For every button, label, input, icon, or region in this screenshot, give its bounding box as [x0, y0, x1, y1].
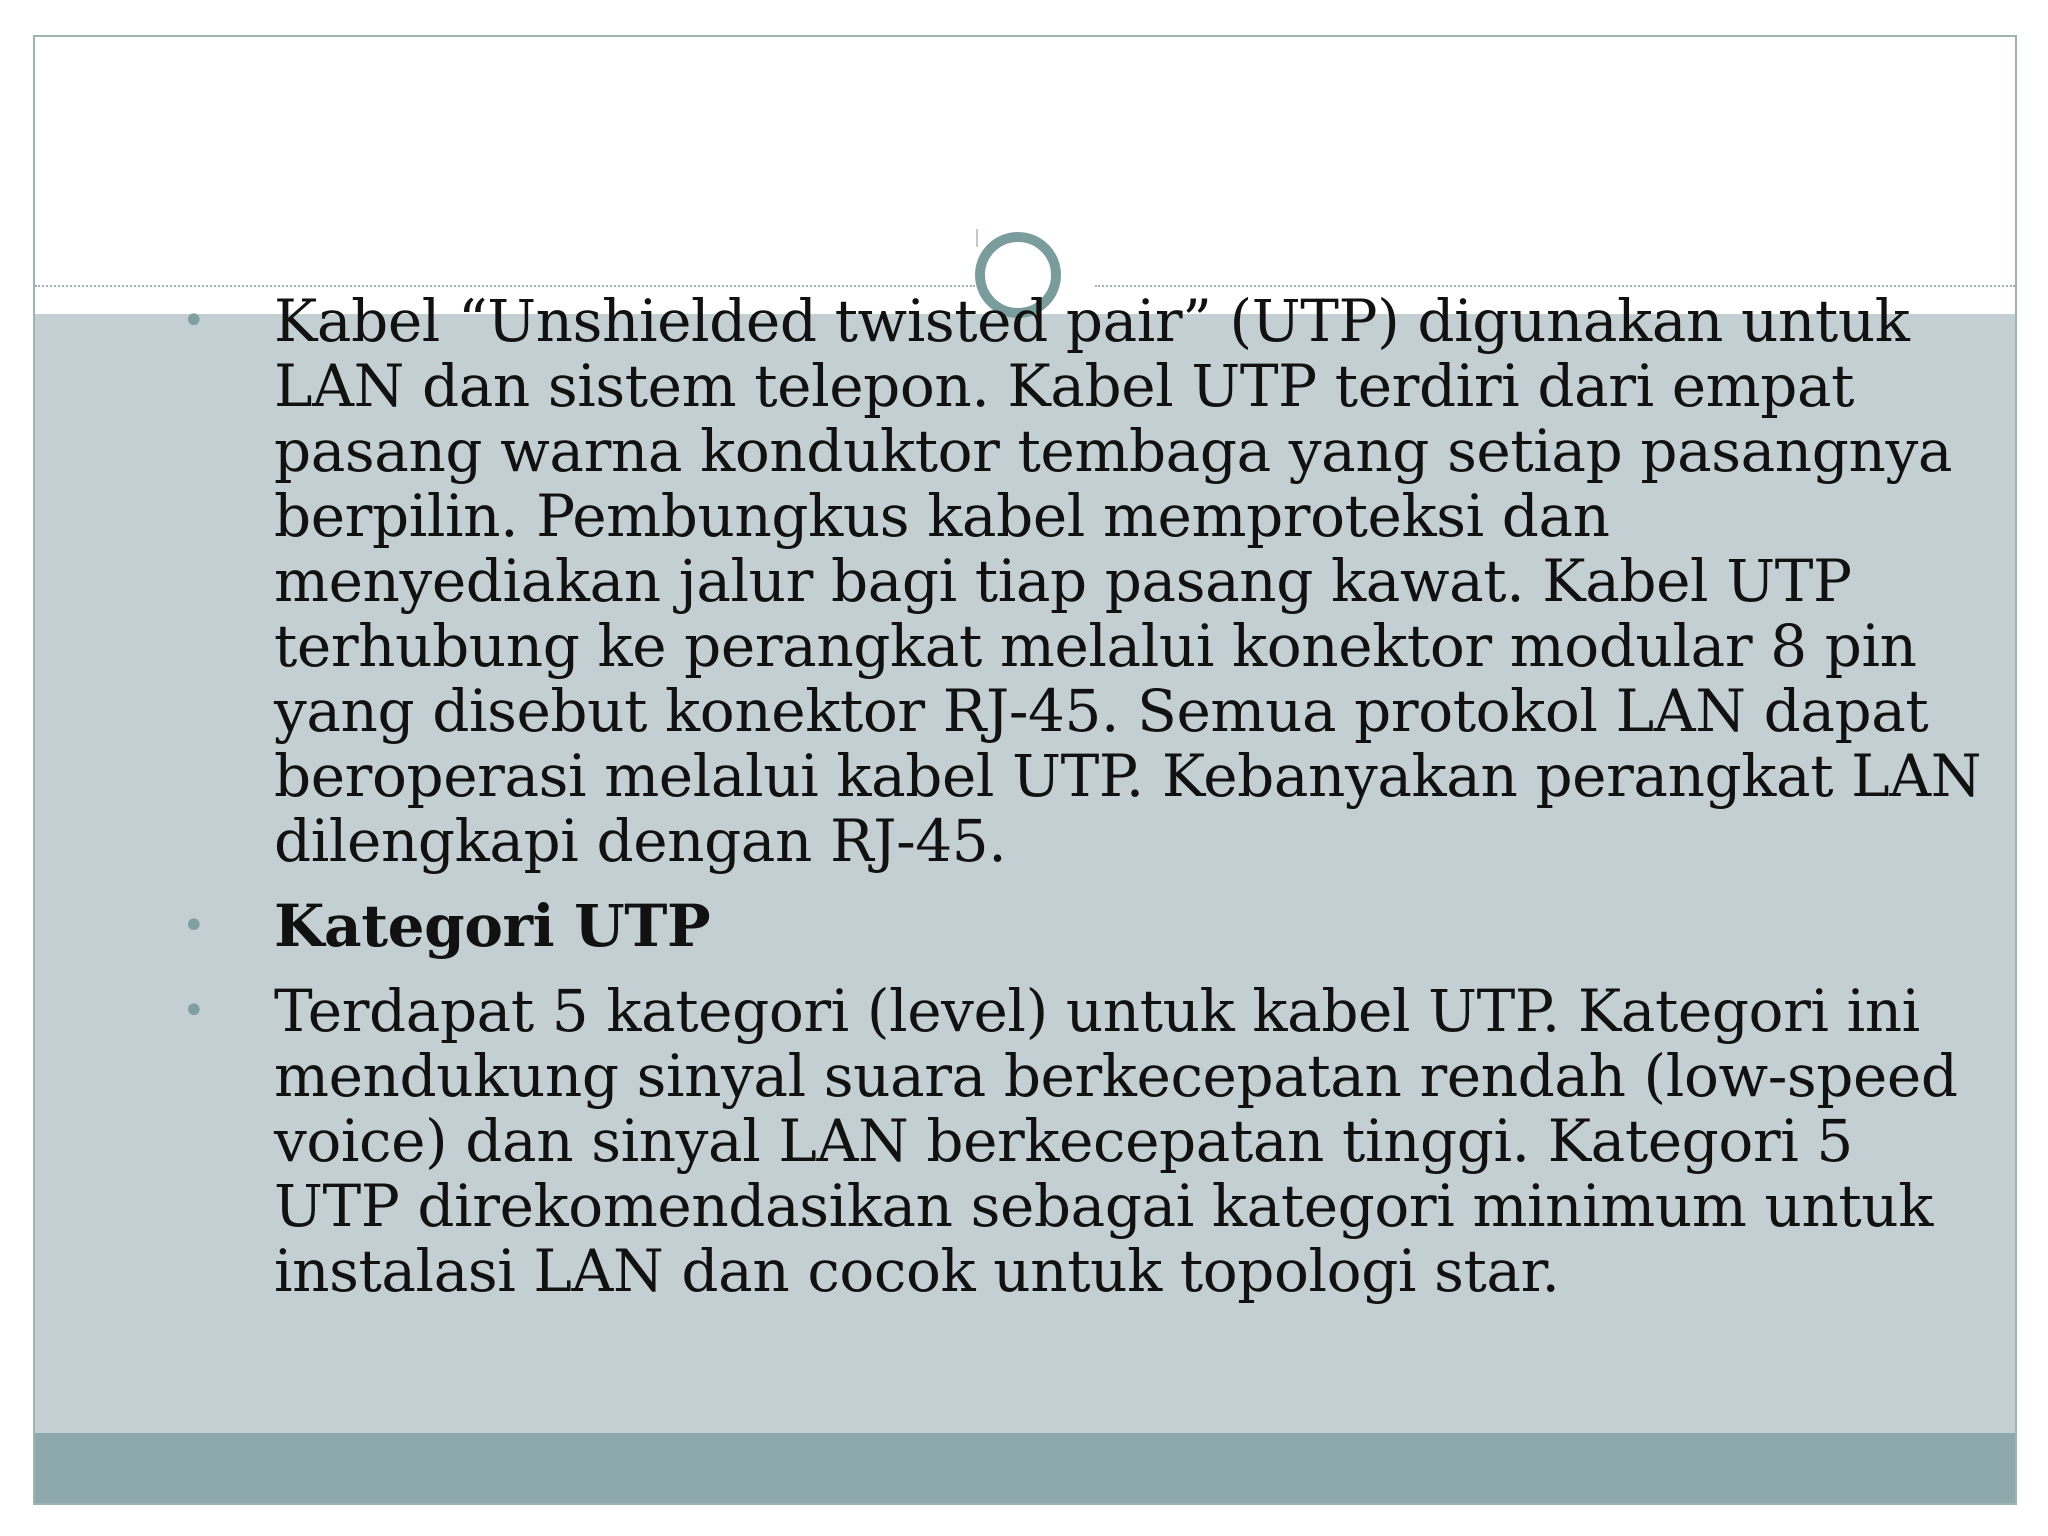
bullet-item-utp-description: [182, 289, 1982, 874]
bullet-icon: •: [182, 298, 206, 344]
bullet-text: Terdapat 5 kategori (level) untuk kabel UTP. Kategori ini mendukung sinyal suara berkecepatan rendah (low-speed voice) dan sinyal LAN berkecepatan tinggi. Kategori 5 UTP direkomendasikan sebagai kategori minimum untuk instalasi LAN dan cocok untuk topologi star.: [274, 977, 1958, 1305]
footer-bar: [35, 1433, 2015, 1505]
bullet-heading-text: Kategori UTP: [274, 892, 711, 960]
bullet-item-kategori-heading: [182, 894, 1982, 959]
bullet-item-kategori-description: [182, 979, 1982, 1304]
bullet-icon: •: [182, 988, 206, 1034]
slide: [33, 35, 2017, 1505]
bullet-icon: •: [182, 903, 206, 949]
bullet-text: Kabel “Unshielded twisted pair” (UTP) digunakan untuk LAN dan sistem telepon. Kabel UTP terdiri dari empat pasang warna konduktor tembaga yang setiap pasangnya berpilin. Pembungkus kabel memproteksi dan menyediakan jalur bagi tiap pasang kawat. Kabel UTP terhubung ke perangkat melalui konektor modular 8 pin yang disebut konektor RJ-45. Semua protokol LAN dapat beroperasi melalui kabel UTP. Kebanyakan perangkat LAN dilengkapi dengan RJ-45.: [274, 287, 1982, 875]
ring-tick-decoration: [976, 229, 978, 247]
bullet-list: [182, 289, 1982, 1304]
